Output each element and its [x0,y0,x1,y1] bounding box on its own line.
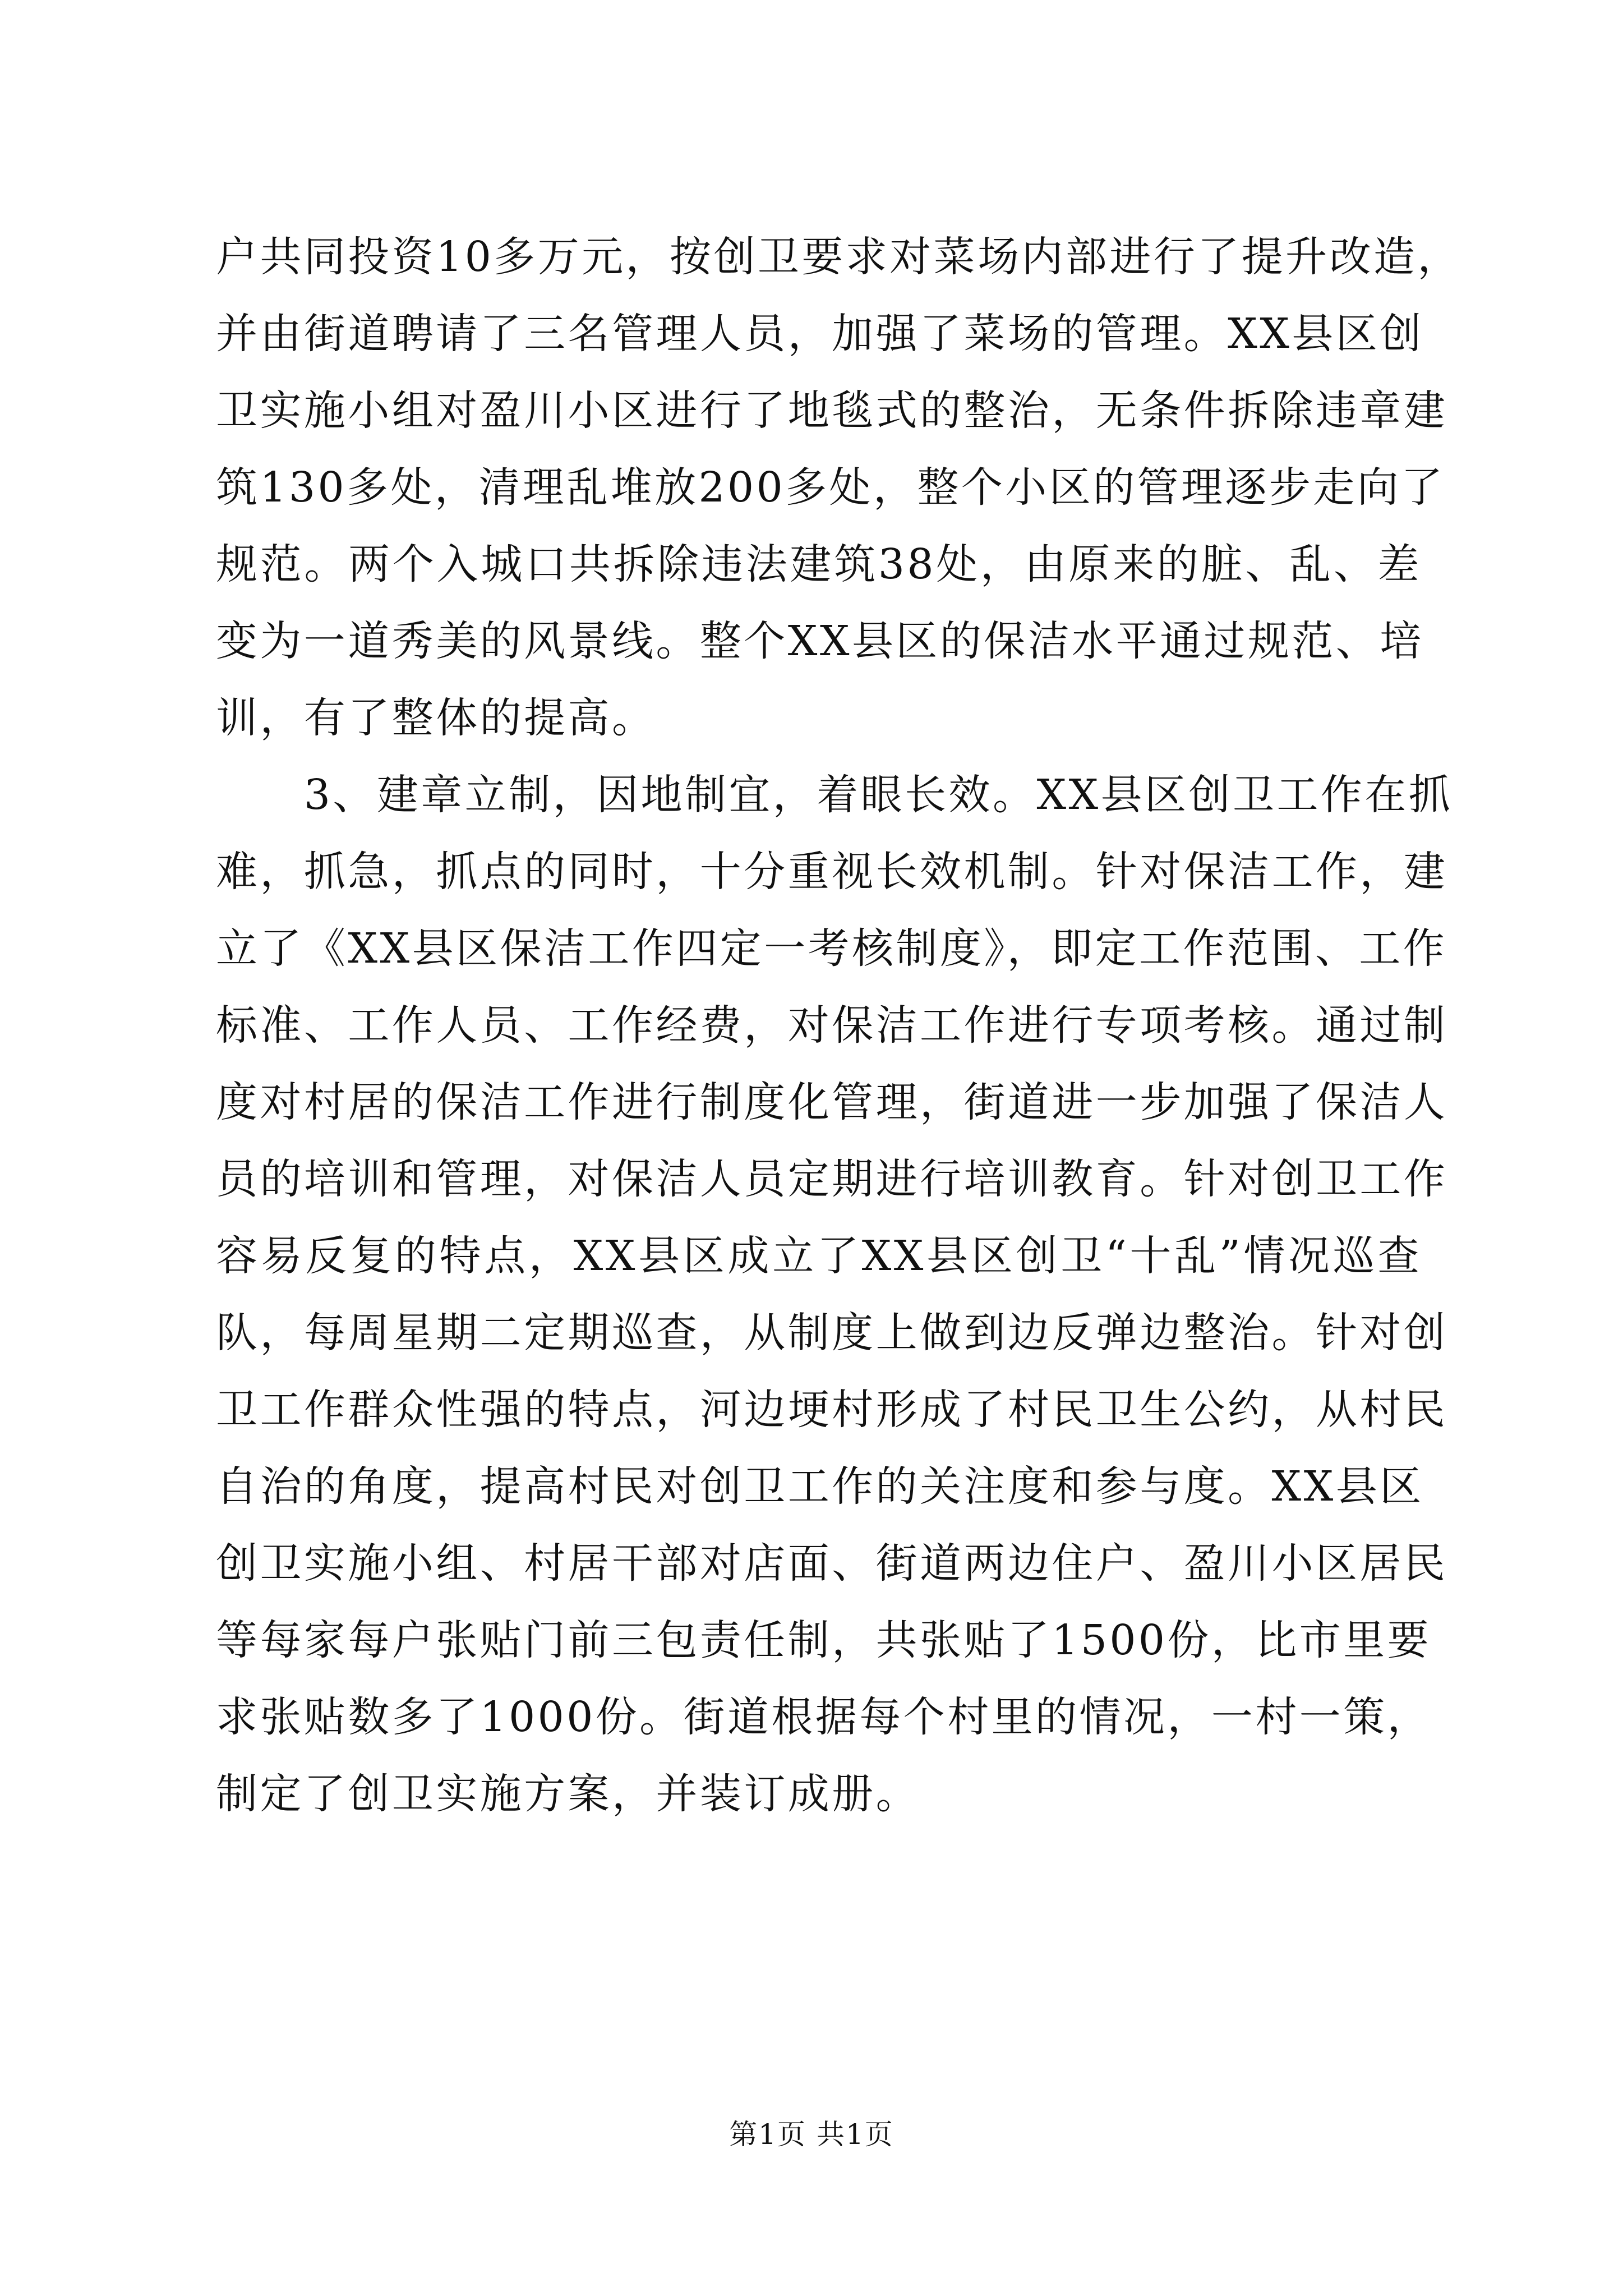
text-line: 并由街道聘请了三名管理人员，加强了菜场的管理。XX县区创 [216,310,1424,358]
text-line: 立了《XX县区保洁工作四定一考核制度》，即定工作范围、工作 [216,924,1447,973]
text-line: 队，每周星期二定期巡查，从制度上做到边反弹边整治。针对创 [216,1309,1448,1357]
text-line: 变为一道秀美的风景线。整个XX县区的保洁水平通过规范、培 [216,617,1424,665]
text-line: 求张贴数多了1000份。街道根据每个村里的情况，一村一策， [216,1693,1432,1741]
body-text [216,219,1461,1833]
text-line: 3、建章立制，因地制宜，着眼长效。XX县区创卫工作在抓 [216,771,1453,819]
text-line: 标准、工作人员、工作经费，对保洁工作进行专项考核。通过制 [216,1001,1448,1050]
text-line: 等每家每户张贴门前三包责任制，共张贴了1500份，比市里要 [216,1616,1432,1664]
text-line: 制定了创卫实施方案，并装订成册。 [216,1770,920,1818]
text-line: 训，有了整体的提高。 [216,694,656,742]
text-line: 卫实施小组对盈川小区进行了地毯式的整治，无条件拆除违章建 [216,386,1448,435]
text-line: 户共同投资10多万元，按创卫要求对菜场内部进行了提升改造， [216,233,1461,281]
text-line: 员的培训和管理，对保洁人员定期进行培训教育。针对创卫工作 [216,1155,1448,1203]
text-line: 容易反复的特点，XX县区成立了XX县区创卫“十乱”情况巡查 [216,1232,1422,1280]
text-line: 自治的角度，提高村民对创卫工作的关注度和参与度。XX县区 [216,1462,1424,1511]
page-footer: 第1页 共1页 [729,2118,894,2151]
text-line: 创卫实施小组、村居干部对店面、街道两边住户、盈川小区居民 [216,1539,1448,1588]
text-line: 规范。两个入城口共拆除违法建筑38处，由原来的脏、乱、差 [216,540,1422,588]
text-line: 筑130多处，清理乱堆放200多处，整个小区的管理逐步走向了 [216,463,1445,512]
text-line: 度对村居的保洁工作进行制度化管理，街道进一步加强了保洁人 [216,1078,1448,1126]
text-line: 卫工作群众性强的特点，河边埂村形成了村民卫生公约，从村民 [216,1386,1448,1434]
text-line: 难，抓急，抓点的同时，十分重视长效机制。针对保洁工作，建 [216,848,1448,896]
